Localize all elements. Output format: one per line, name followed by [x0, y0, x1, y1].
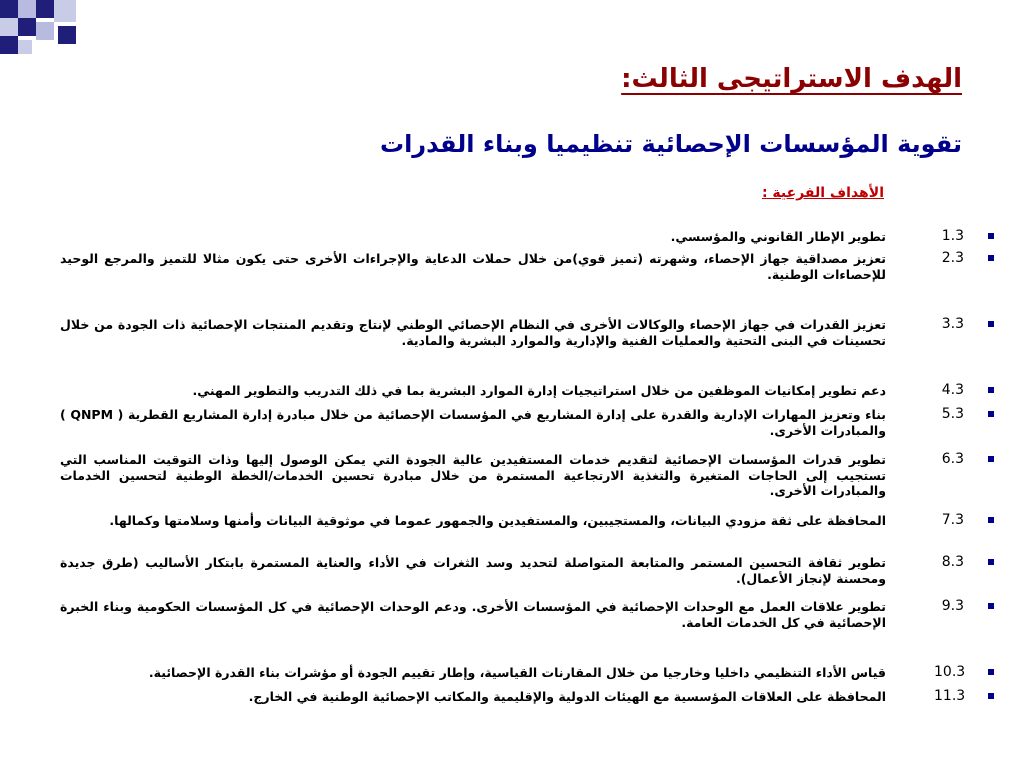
- list-item: [60, 383, 964, 399]
- bullet-icon: [988, 233, 994, 239]
- item-number: 5.3: [941, 406, 964, 422]
- list-item: [60, 317, 964, 348]
- item-text: قياس الأداء التنظيمي داخليا وخارجيا من خلال المقارنات القياسية، وإطار تقييم الجودة أو مؤشرات بناء القدرة الإحصائية.: [148, 665, 886, 680]
- item-text: تطوير علاقات العمل مع الوحدات الإحصائية في المؤسسات الأخرى. ودعم الوحدات الإحصائية في كل المؤسسات الحكومية وبناء الخبرة الإحصائية في كل الخدمات العامة.: [60, 599, 886, 630]
- bullet-icon: [988, 603, 994, 609]
- item-number: 9.3: [941, 598, 964, 614]
- list-item: [60, 689, 964, 705]
- page-title: الهدف الاستراتيجى الثالث:: [621, 64, 962, 94]
- item-number: 2.3: [941, 250, 964, 266]
- item-text: تعزيز القدرات في جهاز الإحصاء والوكالات الأخرى في النظام الإحصائي الوطني لإنتاج وتقديم المنتجات الإحصائية ذات الجودة من خلال تحسينات في البنى التحتية والعمليات الفنية والإدارية والموارد البشرية والمادية.: [60, 317, 886, 348]
- item-text: المحافظة على ثقة مزودي البيانات، والمستجيبين، والمستفيدين والجمهور عموما في موثوقية البيانات وأمنها وسلامتها وكمالها.: [109, 513, 886, 528]
- list-item: [60, 452, 964, 499]
- item-text: تعزيز مصداقية جهاز الإحصاء، وشهرته (تميز قوي)من خلال حملات الدعاية والإجراءات الأخرى حتى يكون مثالا للتميز والمرجع الوحيد للإحصاءات الوطنية.: [60, 251, 886, 282]
- item-text: تطوير الإطار القانوني والمؤسسي.: [670, 229, 886, 244]
- list-item: [60, 665, 964, 681]
- item-number: 11.3: [934, 688, 966, 704]
- item-text: المحافظة على العلاقات المؤسسية مع الهيئات الدولية والإقليمية والمكاتب الإحصائية الوطنية في الخارج.: [248, 689, 886, 704]
- item-text: دعم تطوير إمكانيات الموظفين من خلال استراتيجيات إدارة الموارد البشرية بما في ذلك التدريب والتطوير المهني.: [192, 383, 886, 398]
- item-number: 1.3: [941, 228, 964, 244]
- bullet-icon: [988, 411, 994, 417]
- item-text: بناء وتعزيز المهارات الإدارية والقدرة على إدارة المشاريع في المؤسسات الإحصائية من خلال مبادرة إدارة المشاريع القطرية ( QNPM ) والمبادرات الأخرى.: [60, 407, 886, 438]
- item-number: 4.3: [941, 382, 964, 398]
- list-item: [60, 407, 964, 438]
- item-text: تطوير قدرات المؤسسات الإحصائية لتقديم خدمات المستفيدين عالية الجودة التي يمكن الوصول إليها وذات التوقيت المناسب التي تستجيب إلى الحاجات المتغيرة والتغذية الارتجاعية المستمرة من خلال مبادرة تحسين الخدمات/الخطة الوطنية لتحسين الخدمات والمبادرات الأخرى.: [60, 452, 886, 498]
- bullet-icon: [988, 255, 994, 261]
- bullet-icon: [988, 321, 994, 327]
- list-item: [60, 251, 964, 282]
- bullet-icon: [988, 559, 994, 565]
- item-number: 10.3: [934, 664, 966, 680]
- list-item: [60, 229, 964, 245]
- bullet-icon: [988, 669, 994, 675]
- page-subtitle: تقوية المؤسسات الإحصائية تنظيميا وبناء القدرات: [379, 130, 962, 158]
- bullet-icon: [988, 517, 994, 523]
- bullet-icon: [988, 387, 994, 393]
- list-item: [60, 555, 964, 586]
- bullet-icon: [988, 456, 994, 462]
- list-item: [60, 513, 964, 529]
- item-number: 7.3: [941, 512, 964, 528]
- item-text: تطوير ثقافة التحسين المستمر والمتابعة المتواصلة لتحديد وسد الثغرات في الأداء والعناية المستمرة بابتكار الأساليب (طرق جديدة ومحسنة لإنجاز الأعمال).: [60, 555, 886, 586]
- item-number: 8.3: [941, 554, 964, 570]
- bullet-icon: [988, 693, 994, 699]
- section-label: الأهداف الفرعية :: [761, 185, 884, 201]
- corner-decoration: [0, 0, 100, 55]
- item-number: 6.3: [941, 451, 964, 467]
- item-number: 3.3: [941, 316, 964, 332]
- list-item: [60, 599, 964, 630]
